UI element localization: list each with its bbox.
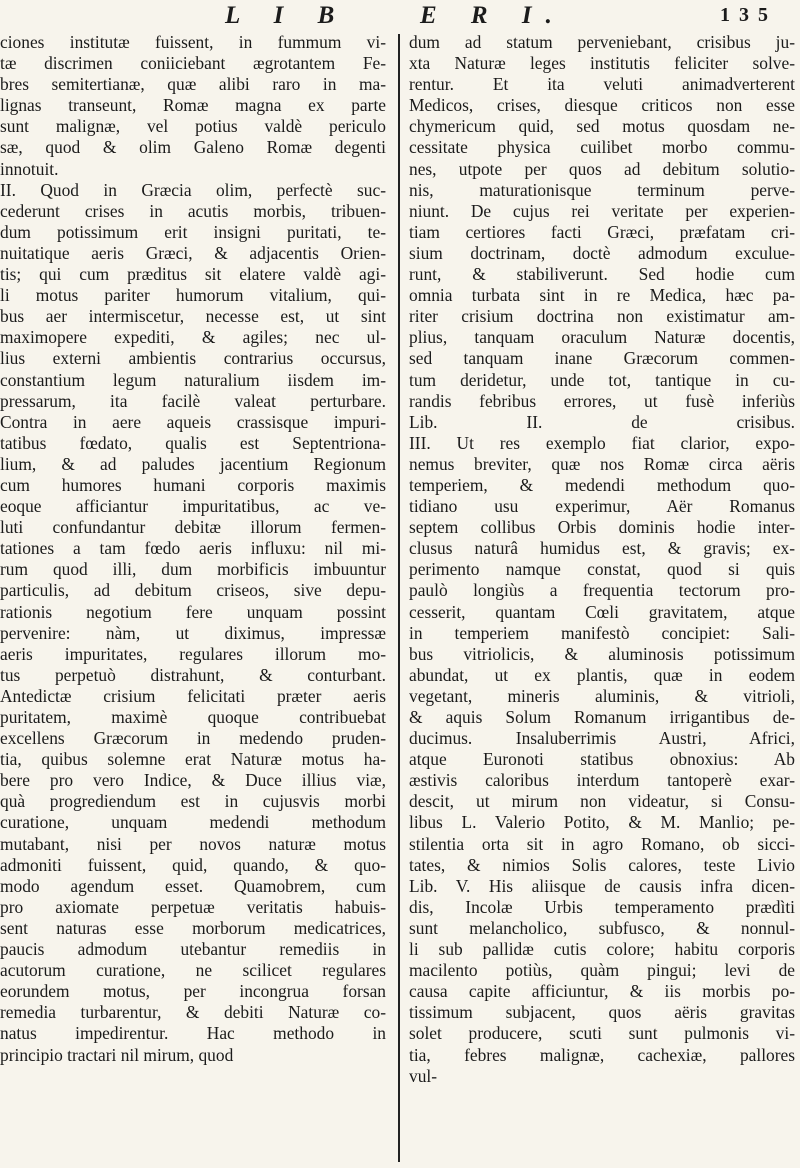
left-column-line: pervenire: nàm, ut diximus, impressæ xyxy=(0,622,386,643)
left-column-line: sunt malignæ, vel potius valdè periculo xyxy=(0,116,386,137)
right-column-line: bus vitriolicis, & aluminosis potissimum xyxy=(409,643,795,664)
left-column-line: sæ, quod & olim Galeno Romæ degenti xyxy=(0,137,386,158)
left-column-line: natus impedirentur. Hac methodo in xyxy=(0,1023,386,1044)
left-column-line: aeris impuritates, regulares illorum mo- xyxy=(0,643,386,664)
left-column-line: li motus pariter humorum vitalium, qui- xyxy=(0,285,386,306)
right-column-line: sed tanquam inane Græcorum commen- xyxy=(409,348,795,369)
right-column-line: tia, febres malignæ, cachexiæ, pallores xyxy=(409,1044,795,1065)
running-head-right: E R I. xyxy=(420,2,566,29)
running-head-left: L I B xyxy=(225,2,349,29)
right-column-line: ducimus. Insaluberrimis Austri, Africi, xyxy=(409,728,795,749)
left-column-line: nuitatique aeris Græci, & adjacentis Orien- xyxy=(0,242,386,263)
left-column-line: constantium legum naturalium iisdem im- xyxy=(0,369,386,390)
left-column-line: lium, & ad paludes jacentium Regionum xyxy=(0,453,386,474)
right-column-line: Lib. V. His aliisque de causis infra dicen- xyxy=(409,875,795,896)
right-column-line: nes, utpote per quos ad debitum solutio- xyxy=(409,158,795,179)
right-column-line: Medicos, crises, diesque criticos non esse xyxy=(409,95,795,116)
left-column-line: puritatem, maximè quoque contribuebat xyxy=(0,707,386,727)
left-column-line: principio tractari nil mirum, quod xyxy=(0,1044,234,1065)
right-column-line: niunt. De cujus rei veritate per experien- xyxy=(409,200,795,221)
left-column-line: lignas transeunt, Romæ magna ex parte xyxy=(0,95,386,116)
right-column-line: runt, & stabiliverunt. Sed hodie cum xyxy=(409,264,795,285)
left-column-line: cederunt crises in acutis morbis, tribuen- xyxy=(0,200,386,221)
left-column-line: modo agendum esset. Quamobrem, cum xyxy=(0,875,386,896)
right-column-line: dum ad statum perveniebant, crisibus ju- xyxy=(409,32,795,52)
left-column-line: remedia turbarentur, & debiti Naturæ co- xyxy=(0,1002,386,1023)
right-column-line: causa capite afficiuntur, & iis morbis po- xyxy=(409,981,795,1002)
left-column-line: bres semitertianæ, quæ alibi raro in ma- xyxy=(0,74,386,95)
left-column-line: tatibus fœdato, qualis est Septentriona- xyxy=(0,432,386,453)
left-column-line: eoque afficiantur impuritatibus, ac ve- xyxy=(0,496,386,517)
left-column-line: Antedictæ crisium felicitati præter aeris xyxy=(0,685,386,706)
left-column-line: Contra in aere aqueis crassisque impuri- xyxy=(0,411,386,432)
right-column-line: perimento namque constat, quod si quis xyxy=(409,559,795,580)
right-column-line: descit, ut mirum non videatur, si Consu- xyxy=(409,791,795,812)
right-column-line: tiam certiores facti Græci, præfatam cri- xyxy=(409,221,795,242)
right-column-line: abundat, ut ex plantis, quæ in eodem xyxy=(409,664,795,685)
left-column-line: ciones institutæ fuissent, in fummum vi- xyxy=(0,32,386,52)
right-column-line: Lib. II. de crisibus. xyxy=(409,411,795,432)
left-column-line: tis; qui cum præditus sit elatere valdè agi- xyxy=(0,264,386,285)
right-column-line: nemus breviter, quæ nos Romæ circa aëris xyxy=(409,453,795,474)
right-column-line: li sub pallidæ cutis colore; habitu corporis xyxy=(409,939,795,960)
right-column-line: septem collibus Orbis dominis hodie inter- xyxy=(409,517,795,538)
left-column-line: maximopere expediti, & agiles; nec ul- xyxy=(0,327,386,348)
right-column-line: riter crisium doctrina non existimatur am- xyxy=(409,306,795,327)
right-column-line: tidiano usu experimur, Aër Romanus xyxy=(409,496,795,517)
right-column-line: III. Ut res exemplo fiat clarior, expo- xyxy=(409,432,795,453)
right-column-line: in temperiem manifestò concipiet: Sali- xyxy=(409,622,795,643)
left-column-line: sent naturas esse morborum medicatrices, xyxy=(0,917,386,938)
left-column-line: dum potissimum erit insigni puritati, te- xyxy=(0,221,386,242)
running-head xyxy=(0,2,800,36)
right-column-line: dis, Incolæ Urbis temperamento prædìti xyxy=(409,896,795,917)
right-column-line: randis febribus errores, ut fusè inferiùs xyxy=(409,390,795,411)
right-column-line: tates, & nimios Solis calores, teste Livio xyxy=(409,854,795,875)
right-column-line: tissimum subjacent, quos aëris gravitas xyxy=(409,1002,795,1023)
right-column-line: tum deridetur, unde tot, tantique in cu- xyxy=(409,369,795,390)
left-column-line: eorundem motus, per incongrua forsan xyxy=(0,981,386,1002)
left-column-line: particulis, ad debitum criseos, sive depu- xyxy=(0,580,386,601)
right-column-line: & aquis Solum Romanum irrigantibus de- xyxy=(409,707,795,727)
left-column xyxy=(0,32,386,1162)
right-column-line: paulò longiùs a frequentia tectorum pro- xyxy=(409,580,795,601)
right-column-line: macilento potiùs, quàm pingui; levi de xyxy=(409,960,795,981)
right-column-line: rentur. Et ita veluti animadverterent xyxy=(409,74,795,95)
right-column-line: solet producere, scuti sunt pulmonis vi- xyxy=(409,1023,795,1044)
column-rule xyxy=(398,34,400,1162)
right-column-line: xta Naturæ leges institutis feliciter solve- xyxy=(409,53,795,74)
left-column-line: rationis negotium fere unquam possint xyxy=(0,601,386,622)
left-column-line: bus aer intermiscetur, necesse est, ut sint xyxy=(0,306,386,327)
right-column-line: æstivis caloribus interdum tantoperè exar- xyxy=(409,770,795,791)
right-column-line: clusus naturâ humidus est, & gravis; ex- xyxy=(409,538,795,559)
left-column-line: tationes a tam fœdo aeris influxu: nil mi- xyxy=(0,538,386,559)
right-column-line: libus L. Valerio Potito, & M. Manlio; pe- xyxy=(409,812,795,833)
left-column-line: paucis admodum utebantur remediis in xyxy=(0,939,386,960)
left-column-line: admoniti fuissent, quid, quando, & quo- xyxy=(0,854,386,875)
left-column-line: quà progrediendum est in cujusvis morbi xyxy=(0,791,386,812)
left-column-line: II. Quod in Græcia olim, perfectè suc- xyxy=(0,179,386,200)
left-column-line: curatione, unquam medendi methodum xyxy=(0,812,386,833)
left-column-line: pro axiomate perpetuæ veritatis habuis- xyxy=(0,896,386,917)
left-column-line: excellens Græcorum in medendo pruden- xyxy=(0,728,386,749)
right-column-line: cesserit, quantam Cœli gravitatem, atque xyxy=(409,601,795,622)
left-column-line: tus perpetuò distrahunt, & conturbant. xyxy=(0,664,386,685)
right-column-line: vul- xyxy=(409,1065,438,1086)
right-column-line: cessitate physica cuilibet morbo commu- xyxy=(409,137,795,158)
left-column-line: lius externi ambientis contrarius occursus, xyxy=(0,348,386,369)
right-column-line: atque Euronoti statibus obnoxius: Ab xyxy=(409,749,795,770)
left-column-line: rum quod illi, dum morbificis imbuuntur xyxy=(0,559,386,580)
right-column xyxy=(409,32,795,1162)
right-column-line: chymericum quid, sed motus quosdam ne- xyxy=(409,116,795,137)
page-number: 1 3 5 xyxy=(720,4,770,26)
left-column-line: bere pro vero Indice, & Duce illius viæ, xyxy=(0,770,386,791)
left-column-line: innotuit. xyxy=(0,158,59,179)
left-column-line: tæ discrimen coniiciebant ægrotantem Fe- xyxy=(0,53,386,74)
left-column-line: luti confundantur debitæ illorum fermen- xyxy=(0,517,386,538)
left-column-line: pressarum, ita facilè valeat perturbare. xyxy=(0,390,386,411)
left-column-line: mutabant, nisi per novos naturæ motus xyxy=(0,833,386,854)
left-column-line: acutorum curatione, ne scilicet regulares xyxy=(0,960,386,981)
left-column-line: tia, quibus solemne erat Naturæ motus ha- xyxy=(0,749,386,770)
right-column-line: sunt melancholico, subfusco, & nonnul- xyxy=(409,917,795,938)
right-column-line: omnia turbata sint in re Medica, hæc pa- xyxy=(409,285,795,306)
left-column-line: cum humores humani corporis maximis xyxy=(0,474,386,495)
right-column-line: sium doctrinam, doctè admodum exculue- xyxy=(409,242,795,263)
right-column-line: vegetant, mineris aluminis, & vitrioli, xyxy=(409,685,795,706)
right-column-line: nis, maturationisque terminum perve- xyxy=(409,179,795,200)
right-column-line: stilentia orta sit in agro Romano, ob sicci- xyxy=(409,833,795,854)
right-column-line: temperiem, & medendi methodum quo- xyxy=(409,474,795,495)
right-column-line: plius, tanquam oraculum Naturæ docentis, xyxy=(409,327,795,348)
